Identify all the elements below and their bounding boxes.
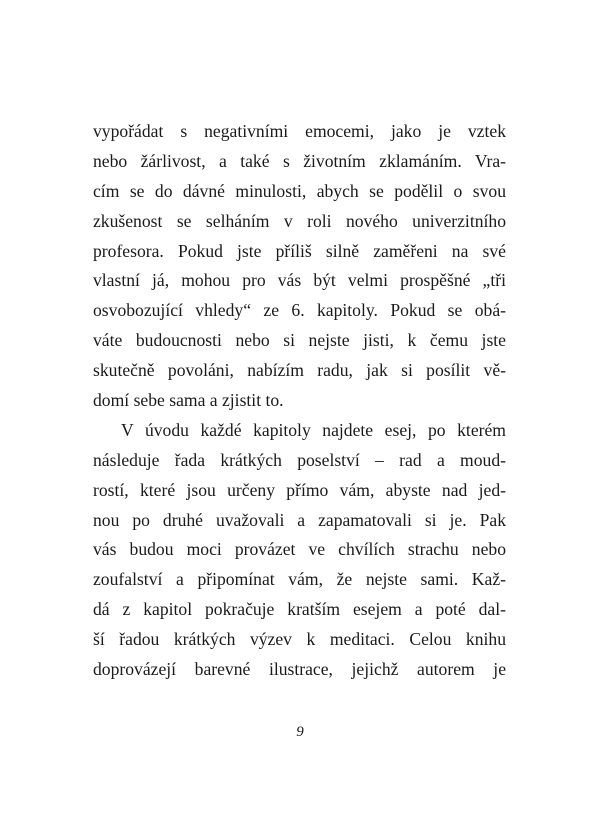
paragraph-2 [93, 416, 506, 685]
text-line: domí sebe sama a zjistit to. [93, 390, 284, 411]
text-line: doprovázejí barevné ilustrace, jejichž autorem je [93, 659, 506, 680]
text-line: skutečně povoláni, nabízím radu, jak si posílit vě- [93, 360, 506, 381]
text-line: rostí, které jsou určeny přímo vám, abyste nad jed- [93, 479, 506, 500]
text-line: nebo žárlivost, a také s životním zklamáním. Vra- [93, 150, 506, 171]
text-line: zoufalství a připomínat vám, že nejste sami. Kaž- [93, 569, 506, 590]
text-line: váte budoucnosti nebo si nejste jisti, k čemu jste [93, 330, 506, 351]
text-line: nou po druhé uvažovali a zapamatovali si je. Pak [93, 509, 506, 530]
page-number: 9 [296, 724, 304, 740]
text-line: následuje řada krátkých poselství – rad a moud- [93, 449, 506, 470]
text-line: dá z kapitol pokračuje kratším esejem a poté dal- [93, 599, 506, 620]
text-line: vypořádat s negativními emocemi, jako je vztek [93, 121, 506, 141]
text-line: zkušenost se selháním v roli nového univerzitního [93, 210, 506, 231]
text-line: profesora. Pokud jste příliš silně zaměřeni na své [93, 240, 506, 261]
text-line: V úvodu každé kapitoly najdete esej, po kterém [121, 419, 506, 440]
body-text [93, 117, 506, 685]
text-line: osvobozující vhledy“ ze 6. kapitoly. Pokud se obá- [93, 300, 506, 321]
text-line: ší řadou krátkých výzev k meditaci. Celou knihu [93, 629, 506, 650]
paragraph-1 [93, 117, 506, 416]
text-line: vlastní já, mohou pro vás být velmi prospěšné „tři [93, 270, 506, 291]
text-line: cím se do dávné minulosti, abych se podělil o svou [93, 180, 506, 201]
text-line: vás budou moci provázet ve chvílích strachu nebo [93, 539, 506, 560]
